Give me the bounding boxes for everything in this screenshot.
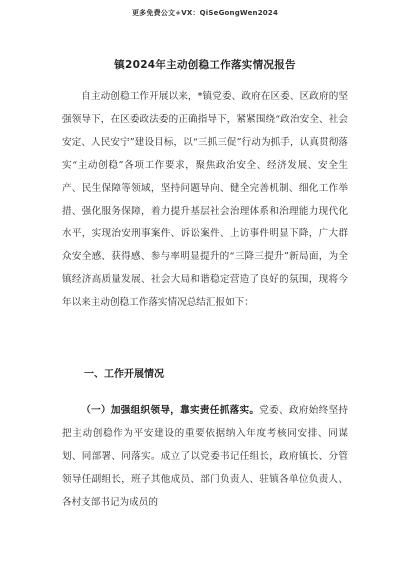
section-one-heading: 一、工作开展情况 [84,369,164,380]
section-one-paragraph [62,400,348,515]
section-one-lead: （一）加强组织领导，靠实责任抓落实。 [81,405,260,416]
section-one-text: 党委、政府始终坚持把主动创稳作为平安建设的重要依据纳入年度考核同安排、同谋划、同部署、同落实。成立了以党委书记任组长，政府镇长、分管领导任副组长，班子其他成员、部门负责人、驻镇各单位负责人、各村支部书记为成员的 [62,405,349,508]
intro-paragraph: 自主动创稳工作开展以来，*镇党委、政府在区委、区政府的坚强领导下，在区委政法委的正确指导下，紧紧围绕“政治安全、社会安定、人民安宁”建设目标，以“三抓三促”行动为抓手，认真贯彻落实“主动创稳”各项工作要求，聚焦政治安全、经济发展、安全生产、民生保障等领域，坚持问题导向、健全完善机制、细化工作举措、强化服务保障，着力提升基层社会治理体系和治理能力现代化水平，实现治安刑事案件、诉讼案件、上访事件明显下降，广大群众安全感、获得感、参与率明显提升的“三降三提升”新局面，为全镇经济高质量发展、社会大局和谐稳定营造了良好的氛围，现将今年以来主动创稳工作落实情况总结汇报如下： [62,91,348,309]
header-promo-note: 更多免费公文+VX：QiSeGongWen2024 [131,9,279,17]
document-title: 镇2024年主动创稳工作落实情况报告 [114,59,296,71]
